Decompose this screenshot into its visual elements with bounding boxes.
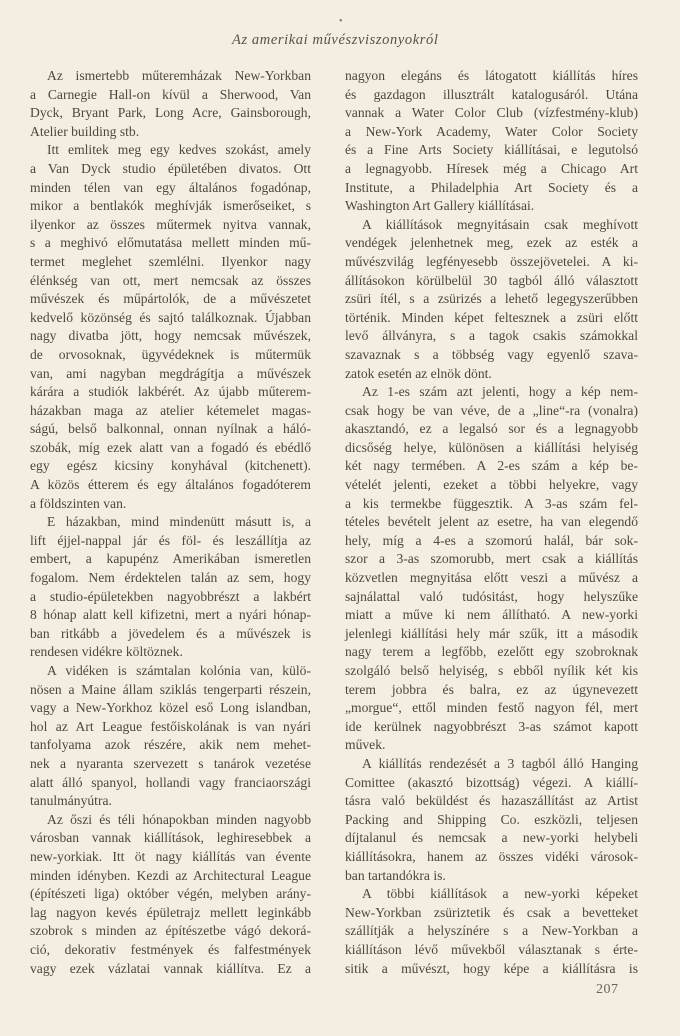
text-line: zatok esetén az elnök dönt.: [345, 365, 492, 381]
text-line: Az 1-es szám azt jelenti, hogy a kép nem-: [362, 384, 638, 400]
text-line: sitik a művészt, hogy képe a kiállításra is: [345, 960, 638, 976]
paragraph: [30, 67, 311, 141]
text-line: lift éjjel-nappal jár és föl- és leszállítja az: [30, 532, 311, 548]
text-line: Packing and Shipping Co. eszközli, teljesen: [345, 811, 638, 827]
text-line: ban ritkább a jövedelem és a művészek is: [30, 625, 311, 641]
text-line: a földszinten van.: [30, 495, 127, 511]
text-line: a studio-épületekben nagyobbrészt a lakbért: [30, 588, 311, 604]
text-line: a kis termekbe függesztik. A 3-as szám fel-: [345, 495, 638, 511]
text-line: Atelier building stb.: [30, 123, 140, 139]
text-line: a New-York Academy, Water Color Society: [345, 123, 638, 139]
text-line: vagy ezek vázlatai vannak kiállítva. Ez a: [30, 960, 311, 976]
text-line: művek.: [345, 737, 386, 753]
text-line: dicsőség helye, különösen a kiállítási helyiség: [345, 439, 638, 455]
text-line: Dyck, Bryant Park, Long Acre, Gainsborough,: [30, 105, 311, 121]
text-line: csak hogy be van véve, de a „line“-ra (vonalra): [345, 402, 638, 418]
text-line: Itt emlitek meg egy kedves szokást, amely: [47, 142, 311, 158]
text-line: vannak a Water Color Club (vízfestmény-klub): [345, 105, 638, 121]
right-column: [345, 67, 638, 978]
text-line: szor a 3-as szomorubb, mert csak a kiállítás: [345, 551, 638, 567]
text-line: tanulmányútra.: [30, 793, 112, 809]
text-line: ban tartandókra is.: [345, 867, 446, 883]
text-line: alatt álló spanyol, hollandi vagy franciaországi: [30, 774, 311, 790]
text-line: kárára a studiók lakbérét. Az újabb műterem-: [30, 384, 311, 400]
text-line: ilyenkor az összes műtermek nyitva vannak,: [30, 216, 311, 232]
text-line: a Van Dyck studio épületében divatos. Ott: [30, 160, 311, 176]
text-line: tásra való beküldést és hazaszállítást az Artist: [345, 793, 638, 809]
text-line: állításokon körülbelül 30 tagból álló választott: [345, 272, 638, 288]
text-line: nagy terem a legfőbb, ezelőtt egy szobroknak: [345, 644, 638, 660]
text-line: jelenlegi kiállítási hely már szűk, itt a második: [345, 625, 638, 641]
text-line: akasztandó, ez a legalsó sor és a legnagyobb: [345, 421, 638, 437]
text-line: egy egész kicsiny konyhával (kitchenett).: [30, 458, 311, 474]
text-line: szállítják a helyszínére s a New-Yorkban a: [345, 923, 638, 939]
text-line: nagy divatba jött, hogy nemcsak művészek,: [30, 328, 311, 344]
text-line: vételét jelenti, ezeket a többi helyekre, vagy: [345, 477, 638, 493]
text-line: kiállításokra, hanem az összes vidéki városok-: [345, 848, 638, 864]
text-line: fogalom. Nem érdektelen talán az sem, hogy: [30, 570, 311, 586]
text-line: mikor a bentlakók meghívják ismerőseiket, s: [30, 198, 311, 214]
paragraph: [345, 755, 638, 885]
text-line: és gazdagon illusztrált katalogusáról. Utána: [345, 86, 638, 102]
left-column: [30, 67, 311, 978]
text-line: hely, míg a 4-es a szomorú halál, bár sok-: [345, 532, 638, 548]
text-line: díjtalanul és nemcsak a new-yorki helybeli: [345, 830, 638, 846]
text-line: A közös étterem és egy általános fogadóterem: [30, 477, 311, 493]
text-line: szavaznak s a többség vagy egyenlő szava-: [345, 346, 638, 362]
text-line: embert, a kapupénz Amerikában ismeretlen: [30, 551, 311, 567]
text-line: művészek és műpártolók, de a művészetet: [30, 291, 311, 307]
text-line: levő állványra, s a tagok csakis számokkal: [345, 328, 638, 344]
text-line: ságú, belső balkonnal, onnan nyílnak a háló-: [30, 421, 311, 437]
text-line: termet meglehet szemlélni. Ilyenkor nagy: [30, 253, 311, 269]
text-line: miatt a műve ki nem állítható. A new-yorki: [345, 607, 638, 623]
text-line: Washington Art Gallery kiállításai.: [345, 198, 535, 214]
header-title: Az amerikai művészviszonyokról: [232, 32, 439, 48]
paragraph: [345, 383, 638, 755]
text-line: közvetlen megnyitása előtt veszi a művész a: [345, 570, 638, 586]
text-line: tételes bevételt jelent az esetre, ha van elegendő: [345, 514, 638, 530]
text-line: nagyon elegáns és látogatott kiállítás híres: [345, 68, 638, 83]
text-line: Institute, a Philadelphia Art Society és a: [345, 179, 638, 195]
text-line: Az őszi és téli hónapokban minden nagyobb: [47, 811, 311, 827]
text-line: hol az Art League festőiskolának is van nyári: [30, 718, 311, 734]
paragraph: [345, 885, 638, 978]
text-line: szolgáló belső helyiség, s ebből nyílik két kis: [345, 663, 638, 678]
text-line: A többi kiállítások a new-yorki képeket: [362, 886, 638, 902]
text-line: két nagy termében. A 2-es szám a kép be-: [345, 458, 638, 474]
text-line: de orvosoknak, ügyvédeknek is műtermük: [30, 346, 311, 362]
ornament-dot: •: [339, 16, 343, 27]
text-line: terem jobbra és balra, ez az úgynevezett: [345, 681, 638, 697]
text-line: new-yorkiak. Itt öt nagy kiállítás van évente: [30, 848, 311, 864]
text-line: tanfolyama azok részére, akik nem mehet-: [30, 737, 311, 753]
paragraph: [30, 141, 311, 513]
text-line: a legnagyobb. Híresek még a Chicago Art: [345, 160, 638, 176]
text-line: a Carnegie Hall-on kívül a Sherwood, Van: [30, 86, 311, 102]
text-line: A kiállítás rendezését a 3 tagból álló Hanging: [362, 755, 638, 771]
text-line: vendégek jelenhetnek meg, ezek az esték a: [345, 235, 638, 251]
text-line: és a Fine Arts Society kiállításai, e legutolsó: [345, 142, 638, 158]
text-line: sajnálattal való tudósitást, hogy helyszűke: [345, 588, 638, 604]
text-line: „morgue“, ettől minden festő nagyon fél, mert: [345, 700, 638, 716]
text-line: városban vannak kiállítások, leghiresebbek a: [30, 830, 311, 846]
paragraph: [30, 662, 311, 811]
text-line: Comittee (akasztó bizottság) végezi. A kiállí-: [345, 774, 638, 790]
text-line: zsüri ítél, s a zsürizés a lehető legegyszerűbben: [345, 291, 638, 307]
text-line: 8 hónap alatt kell kifizetni, mert a nyári hónap-: [30, 607, 311, 623]
text-line: szobák, míg ezek alatt van a fogadó és ebédlő: [30, 439, 311, 455]
text-line: E házakban, mind mindenütt másutt is, a: [47, 514, 311, 530]
text-line: művészvilág legfényesebb összejövetelei. A ki-: [345, 253, 638, 269]
paragraph: [345, 216, 638, 383]
text-line: szobrok s minden az építészetbe vágó dekorá-: [30, 923, 311, 939]
text-line: vagy a New-Yorkhoz közel eső Long islandban,: [30, 700, 311, 716]
text-line: történik. Minden képet feltesznek a zsüri előtt: [345, 309, 638, 325]
text-line: A kiállítások megnyitásain csak meghívott: [362, 216, 638, 232]
text-line: házakban maga az atelier kétemelet magas-: [30, 402, 311, 418]
text-line: kiállításon lévő művekből választanak s érte-: [345, 941, 638, 957]
paragraph: [30, 513, 311, 662]
text-line: (építészeti liga) október végén, melyben arány-: [30, 886, 311, 902]
text-line: ide kerülnek nagyobbrészt 3-as számot kapott: [345, 718, 638, 734]
text-line: Az ismertebb műteremházak New-Yorkban: [47, 68, 311, 83]
text-line: s a meghivó előmutatása mellett minden mű-: [30, 235, 311, 251]
text-line: minden idényben. Kezdi az Architectural League: [30, 867, 311, 883]
text-line: nek a nyaranta szervezett s tanárok vezetése: [30, 755, 311, 771]
text-line: New-Yorkban zsüriztetik és csak a bevetteket: [345, 904, 638, 920]
paragraph: [30, 811, 311, 978]
text-line: kedvelő közönség és sajtó találkoznak. Újabban: [30, 309, 311, 325]
text-line: ció, dekorativ festmények és falfestmények: [30, 941, 311, 957]
text-line: lag nagyon kevés épületrajz mellett leginkább: [30, 904, 311, 920]
text-line: rendesen vidékre költöznek.: [30, 644, 183, 660]
text-line: élénkség van ott, mert nemcsak az összes: [30, 272, 311, 288]
text-line: minden télen van egy általános fogadónap,: [30, 179, 311, 195]
text-line: van, ami nagyban megdrágítja a művészek: [30, 365, 311, 381]
paragraph: [345, 67, 638, 216]
text-line: A vidéken is számtalan kolónia van, külö-: [47, 663, 311, 678]
text-line: nösen a Maine állam sziklás tengerparti részein,: [30, 681, 311, 697]
page-number: 207: [596, 982, 619, 997]
